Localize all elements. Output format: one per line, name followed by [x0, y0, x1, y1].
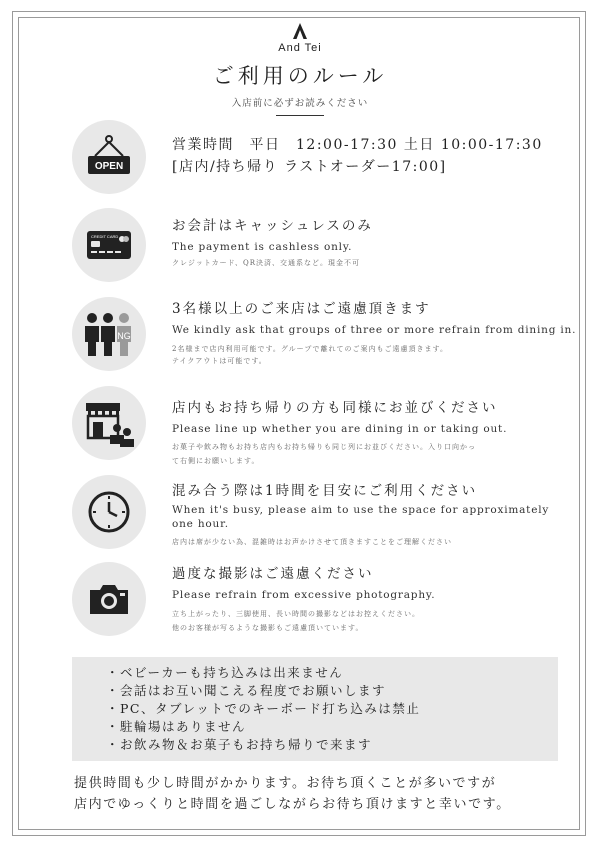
- title-divider: [276, 115, 324, 116]
- note-item: ・会話はお互い聞こえる程度でお願いします: [106, 683, 387, 698]
- rule-note: 2名様まで店内利用可能です。グループで離れてのご案内もご遠慮頂きます。: [172, 345, 448, 353]
- rule-text: [172, 216, 577, 269]
- sign-text: OPEN: [94, 161, 124, 172]
- rule-note: 店内は席が少ない為、混雑時はお声かけさせて頂きますことをご理解ください: [172, 538, 452, 546]
- rule-line-up: [72, 386, 572, 466]
- rule-note: 立ち上がったり、三脚使用、長い時間の撮影などはお控えください。: [172, 610, 420, 618]
- rule-title: 3名様以上のご来店はご遠慮頂きます: [172, 301, 431, 317]
- icon-circle: [72, 208, 146, 282]
- rule-hours: [72, 120, 572, 200]
- note-item: ・駐輪場はありません: [106, 719, 247, 734]
- note-item: ・PC、タブレットでのキーボード打ち込みは禁止: [106, 701, 421, 716]
- rule-groups: [72, 297, 577, 377]
- hours-line: 営業時間 平日 12:00-17:30 土日 10:00-17:30: [172, 137, 543, 153]
- icon-circle: [72, 562, 146, 636]
- note-item: ・ベビーカーも持ち込みは出来ません: [106, 665, 344, 680]
- rule-title: 混み合う際は1時間を目安にご利用ください: [172, 483, 478, 499]
- credit-card-icon: [84, 225, 134, 265]
- header: [0, 22, 600, 116]
- page-subtitle: 入店前に必ずお読みください: [231, 98, 369, 109]
- logo-icon: [292, 22, 308, 40]
- rule-english: When it's busy, please aim to use the space for approximately: [172, 504, 550, 516]
- icon-circle: [72, 475, 146, 549]
- rule-title: 過度な撮影はご遠慮ください: [172, 566, 374, 582]
- last-order-line: [店内/持ち帰り ラストオーダー17:00]: [172, 159, 447, 175]
- rule-english: The payment is cashless only.: [172, 241, 353, 253]
- footer-line: 提供時間も少し時間がかかります。お待ち頂くことが多いですが: [74, 776, 497, 791]
- rule-note: お菓子や飲み物もお持ち店内もお持ち帰りも同じ列にお並びください。入り口向かっ: [172, 443, 476, 451]
- page-title: ご利用のルール: [212, 64, 388, 88]
- rule-english: Please line up whether you are dining in or taking out.: [172, 423, 508, 435]
- rule-text: [172, 564, 577, 634]
- rule-time-limit: [72, 475, 572, 555]
- rule-note: テイクアウトは可能です。: [172, 357, 267, 365]
- rule-title: お会計はキャッシュレスのみ: [172, 218, 373, 234]
- rule-english: Please refrain from excessive photography.: [172, 589, 436, 601]
- brand-name: And Tei: [278, 42, 322, 54]
- rule-text: [172, 481, 577, 548]
- clock-icon: [86, 489, 132, 535]
- card-text: CREDIT CARD: [91, 234, 119, 239]
- camera-icon: [86, 580, 132, 618]
- rule-photography: [72, 562, 572, 642]
- footer-message: [74, 773, 574, 815]
- group-people-icon: [81, 309, 137, 359]
- rule-text: [172, 134, 577, 178]
- rule-note: て右側にお願いします。: [172, 457, 260, 465]
- footer-line: 店内でゆっくりと時間を過ごしながらお待ち頂けますと幸いです。: [74, 797, 511, 812]
- ng-text: NG: [117, 331, 131, 341]
- rule-title: 店内もお持ち帰りの方も同様にお並びください: [172, 400, 498, 416]
- rule-text: [172, 299, 577, 367]
- rule-note: クレジットカード、QR決済、交通系など。現金不可: [172, 259, 360, 267]
- additional-notes: [72, 657, 558, 761]
- icon-circle: [72, 297, 146, 371]
- note-item: ・お飲み物＆お菓子もお持ち帰りで来ます: [106, 737, 373, 752]
- icon-circle: [72, 386, 146, 460]
- icon-circle: [72, 120, 146, 194]
- rule-cashless: [72, 208, 572, 288]
- rule-note: 他のお客様が写るような撮影もご遠慮頂いています。: [172, 624, 364, 632]
- rule-english: We kindly ask that groups of three or more refrain from dining in.: [172, 324, 577, 336]
- rule-english-cont: one hour.: [172, 518, 229, 530]
- rule-text: [172, 398, 577, 467]
- open-sign-icon: [84, 132, 134, 182]
- storefront-queue-icon: [83, 398, 135, 448]
